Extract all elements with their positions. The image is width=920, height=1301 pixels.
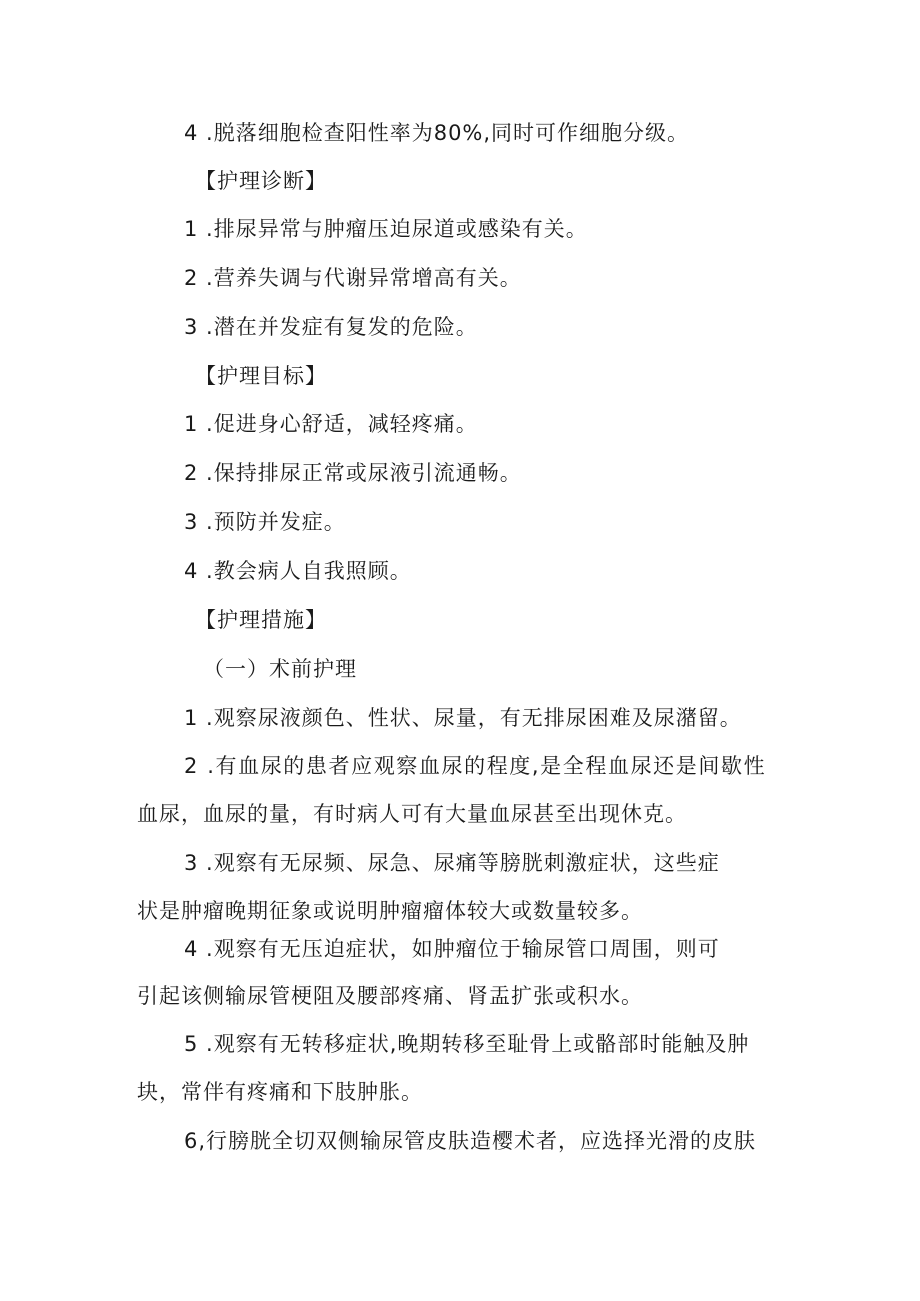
text-line-diagnosis-1: 1 .排尿异常与肿瘤压迫尿道或感染有关。 bbox=[184, 217, 588, 241]
text-line-diagnosis-3: 3 .潜在并发症有复发的危险。 bbox=[184, 315, 478, 339]
text-line-goal-1: 1 .促进身心舒适，减轻疼痛。 bbox=[184, 412, 478, 436]
text-line-measure-6-part-1: 6,行膀胱全切双侧输尿管皮肤造樱术者，应选择光滑的皮肤 bbox=[184, 1129, 757, 1153]
subsection-heading-preoperative-care: （一）术前护理 bbox=[203, 657, 357, 681]
text-line-measure-2-part-1: 2 .有血尿的患者应观察血尿的程度,是全程血尿还是间歇性 bbox=[184, 754, 767, 778]
text-line-goal-2: 2 .保持排尿正常或尿液引流通畅。 bbox=[184, 461, 522, 485]
section-heading-nursing-goals: 【护理目标】 bbox=[195, 364, 327, 388]
section-heading-nursing-diagnosis: 【护理诊断】 bbox=[195, 169, 327, 193]
text-line-measure-5-part-2: 块，常伴有疼痛和下肢肿胀。 bbox=[137, 1080, 423, 1104]
text-line-measure-2-part-2: 血尿，血尿的量，有时病人可有大量血尿甚至出现休克。 bbox=[137, 802, 687, 826]
text-line-measure-3-part-1: 3 .观察有无尿频、尿急、尿痛等膀胱刺激症状，这些症 bbox=[184, 851, 720, 875]
text-line-goal-3: 3 .预防并发症。 bbox=[184, 510, 346, 534]
section-heading-nursing-measures: 【护理措施】 bbox=[195, 608, 327, 632]
text-line-measure-3-part-2: 状是肿瘤晚期征象或说明肿瘤瘤体较大或数量较多。 bbox=[137, 899, 643, 923]
text-line-measure-4-part-2: 引起该侧输尿管梗阻及腰部疼痛、肾盂扩张或积水。 bbox=[137, 984, 643, 1008]
text-line-goal-4: 4 .教会病人自我照顾。 bbox=[184, 559, 412, 583]
text-line-detection-rate: 4 .脱落细胞检查阳性率为80%,同时可作细胞分级。 bbox=[184, 121, 690, 145]
text-line-measure-1: 1 .观察尿液颜色、性状、尿量，有无排尿困难及尿潴留。 bbox=[184, 706, 742, 730]
text-line-measure-4-part-1: 4 .观察有无压迫症状，如肿瘤位于输尿管口周围，则可 bbox=[184, 937, 720, 961]
text-line-diagnosis-2: 2 .营养失调与代谢异常增高有关。 bbox=[184, 266, 522, 290]
text-line-measure-5-part-1: 5 .观察有无转移症状,晚期转移至耻骨上或骼部时能触及肿 bbox=[184, 1032, 750, 1056]
